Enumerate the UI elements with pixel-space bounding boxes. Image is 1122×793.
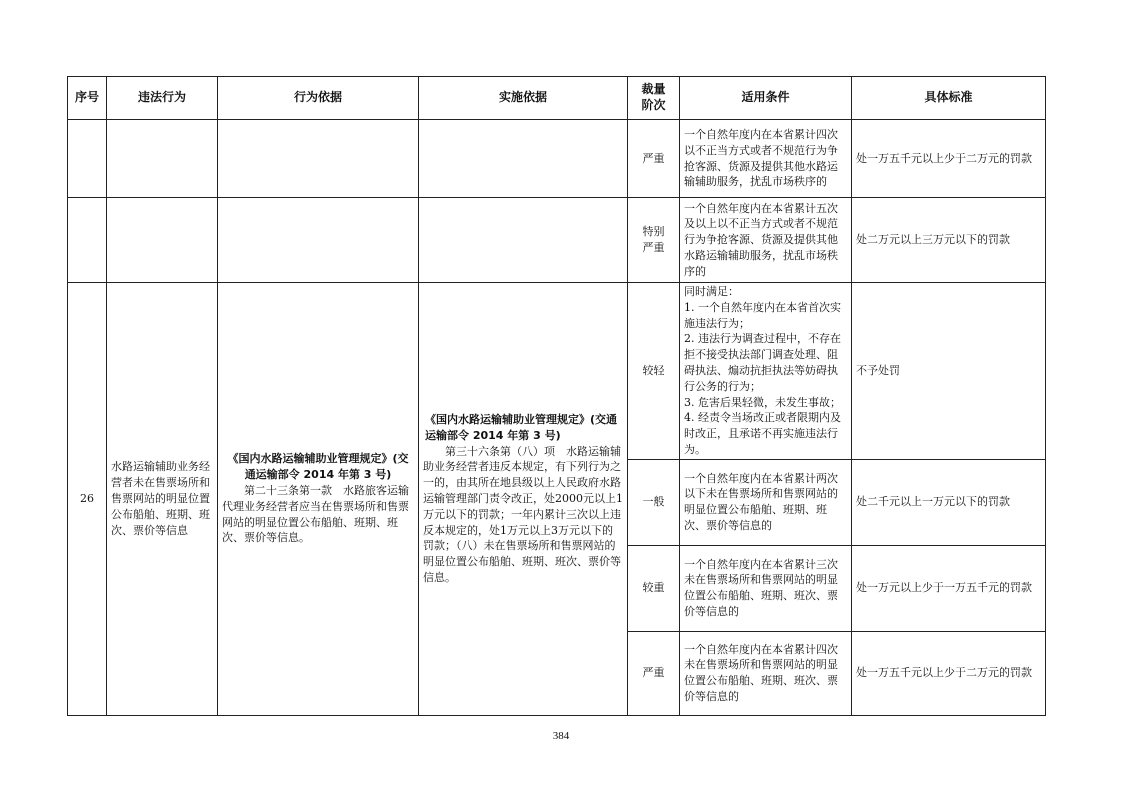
legal-basis-cell bbox=[218, 283, 419, 716]
cell-empty bbox=[107, 198, 218, 283]
level-cell: 严重 bbox=[628, 631, 680, 715]
header-level: 裁量阶次 bbox=[628, 77, 680, 120]
condition-cell bbox=[680, 283, 852, 460]
cell-empty bbox=[68, 120, 107, 198]
cell-empty bbox=[107, 120, 218, 198]
level-cell: 严重 bbox=[628, 120, 680, 198]
condition-cell: 一个自然年度内在本省累计四次未在售票场所和售票网站的明显位置公布船舶、班期、班次、票价等信息的 bbox=[680, 631, 852, 715]
standard-cell: 处一万元以上少于一万五千元的罚款 bbox=[852, 545, 1046, 631]
standard-cell: 不予处罚 bbox=[852, 283, 1046, 460]
condition-cell: 一个自然年度内在本省累计五次及以上以不正当方式或者不规范行为争抢客源、货源及提供其他水路运输辅助服务，扰乱市场秩序的 bbox=[680, 198, 852, 283]
standard-cell: 处一万五千元以上少于二万元的罚款 bbox=[852, 120, 1046, 198]
condition-line: 同时满足： bbox=[684, 285, 739, 298]
header-legal-basis: 行为依据 bbox=[218, 77, 419, 120]
table-row bbox=[68, 283, 1046, 460]
cell-empty bbox=[218, 120, 419, 198]
condition-cell: 一个自然年度内在本省累计三次未在售票场所和售票网站的明显位置公布船舶、班期、班次、票价等信息的 bbox=[680, 545, 852, 631]
condition-line: 1. 一个自然年度内在本省首次实施违法行为； bbox=[684, 300, 841, 330]
standard-cell: 处一万五千元以上少于二万元的罚款 bbox=[852, 631, 1046, 715]
implement-basis-cell bbox=[419, 283, 628, 716]
cell-empty bbox=[419, 120, 628, 198]
condition-line: 3. 危害后果轻微，未发生事故； bbox=[684, 395, 841, 409]
violation-cell: 水路运输辅助业务经营者未在售票场所和售票网站的明显位置公布船舶、班期、班次、票价等信息 bbox=[107, 283, 218, 716]
cell-empty bbox=[419, 198, 628, 283]
level-cell: 较重 bbox=[628, 545, 680, 631]
condition-line: 4. 经责令当场改正或者限期内及时改正，且承诺不再实施违法行为。 bbox=[684, 411, 841, 456]
legal-basis-text: 第二十三条第一款 水路旅客运输代理业务经营者应当在售票场所和售票网站的明显位置公布船舶、班期、班次、票价等信息。 bbox=[222, 484, 409, 545]
header-violation: 违法行为 bbox=[107, 77, 218, 120]
implement-basis-title: 《国内水路运输辅助业管理规定》(交通运输部令 2014 年第 3 号) bbox=[425, 413, 618, 442]
standard-cell: 处二千元以上一万元以下的罚款 bbox=[852, 459, 1046, 545]
header-implement-basis: 实施依据 bbox=[419, 77, 628, 120]
header-no: 序号 bbox=[68, 77, 107, 120]
implement-basis-text: 第三十六条第（八）项 水路运输辅助业务经营者违反本规定，有下列行为之一的，由其所在地县级以上人民政府水路运输管理部门责令改正，处2000元以上1万元以下的罚款；一年内累计三次以上违反本规定的，处1万元以上3万元以下的罚款；（八）未在售票场所和售票网站的明显位置公布船舶、班期、班次、票价等信息。 bbox=[423, 444, 623, 584]
standard-cell: 处二万元以上三万元以下的罚款 bbox=[852, 198, 1046, 283]
condition-cell: 一个自然年度内在本省累计两次以下未在售票场所和售票网站的明显位置公布船舶、班期、班次、票价等信息的 bbox=[680, 459, 852, 545]
header-standard: 具体标准 bbox=[852, 77, 1046, 120]
cell-empty bbox=[68, 198, 107, 283]
penalty-table bbox=[67, 76, 1046, 716]
level-cell: 一般 bbox=[628, 459, 680, 545]
condition-cell: 一个自然年度内在本省累计四次以不正当方式或者不规范行为争抢客源、货源及提供其他水路运输辅助服务，扰乱市场秩序的 bbox=[680, 120, 852, 198]
header-row bbox=[68, 77, 1046, 120]
page-number: 384 bbox=[552, 730, 570, 742]
table-row bbox=[68, 198, 1046, 283]
legal-basis-title: 《国内水路运输辅助业管理规定》(交通运输部令 2014 年第 3 号) bbox=[227, 452, 409, 482]
condition-line: 2. 违法行为调查过程中，不存在拒不接受执法部门调查处理、阻碍执法、煽动抗拒执法等妨碍执行公务的行为； bbox=[684, 332, 841, 393]
item-number: 26 bbox=[68, 283, 107, 716]
table-row bbox=[68, 120, 1046, 198]
level-cell: 较轻 bbox=[628, 283, 680, 460]
level-cell: 特别严重 bbox=[628, 198, 680, 283]
cell-empty bbox=[218, 198, 419, 283]
header-conditions: 适用条件 bbox=[680, 77, 852, 120]
